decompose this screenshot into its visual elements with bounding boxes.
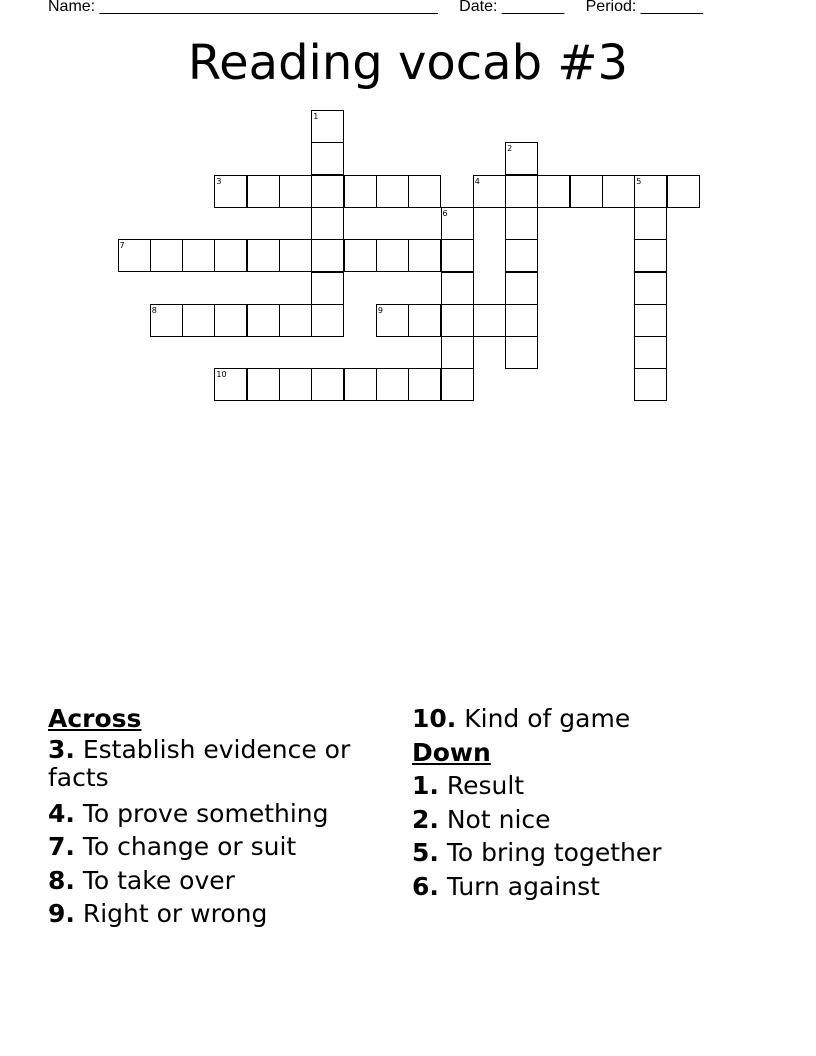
across-clue [48,736,378,792]
clue-text: To take over [82,865,235,895]
clue-number: 4. [48,798,75,828]
crossword-cell[interactable] [279,368,312,401]
clue-number-label: 1 [313,112,319,121]
clue-text: Result [446,771,525,800]
crossword-cell[interactable] [408,368,441,401]
clue-number-label: 9 [377,305,383,315]
crossword-cell[interactable] [441,239,474,272]
crossword-cell[interactable] [473,175,506,208]
crossword-cell[interactable] [376,304,409,337]
crossword-cell[interactable] [602,175,635,208]
crossword-cell[interactable] [634,304,667,337]
crossword-cell[interactable] [214,175,247,208]
down-clue [412,769,792,803]
crossword-cell[interactable] [311,239,344,272]
date-blank[interactable]: _______ [501,0,565,15]
crossword-cell[interactable] [408,175,441,208]
down-clue [412,836,792,870]
clues-column-right [412,702,792,903]
clue-text: To change or suit [82,832,297,861]
crossword-cell[interactable] [537,175,570,208]
crossword-cell[interactable] [505,142,538,175]
period-blank[interactable]: _______ [640,0,704,15]
crossword-cell[interactable] [118,239,151,272]
crossword-cell[interactable] [505,304,538,337]
crossword-cell[interactable] [311,207,344,240]
crossword-cell[interactable] [441,368,474,401]
crossword-cell[interactable] [344,368,377,401]
crossword-cell[interactable] [441,272,474,305]
crossword-cell[interactable] [634,175,667,208]
crossword-cell[interactable] [150,239,183,272]
page-title: Reading vocab #3 [187,35,629,91]
crossword-cell[interactable] [311,368,344,401]
clue-number-label: 6 [442,208,448,218]
across-clue [48,897,378,931]
crossword-cell[interactable] [279,175,312,208]
across-clue [48,797,378,831]
crossword-cell[interactable] [667,175,700,208]
crossword-cell[interactable] [247,368,280,401]
clue-number-label: 2 [507,144,513,154]
clue-text: To prove something [82,798,329,828]
crossword-grid [0,0,816,420]
crossword-cell[interactable] [247,175,280,208]
across-clue [412,702,792,736]
crossword-cell[interactable] [441,304,474,337]
crossword-cell[interactable] [247,304,280,337]
crossword-cell[interactable] [311,272,344,305]
clue-number-label: 4 [474,176,480,186]
date-label: Date: [459,0,498,15]
period-label: Period: [585,0,637,15]
clue-number: 5. [412,838,439,867]
crossword-cell[interactable] [570,175,603,208]
crossword-cell[interactable] [150,304,183,337]
crossword-cell[interactable] [505,207,538,240]
down-clue [412,803,792,837]
crossword-cell[interactable] [376,239,409,272]
clue-number: 2. [412,804,439,834]
clue-number-label: 5 [636,176,642,186]
clue-number: 7. [48,832,75,861]
crossword-cell[interactable] [634,336,667,369]
crossword-cell[interactable] [311,304,344,337]
clue-text: To bring together [446,838,662,867]
clue-text: Establish evidence or facts [48,734,351,792]
clue-number-label: 7 [119,241,125,251]
crossword-cell[interactable] [505,336,538,369]
crossword-cell[interactable] [634,239,667,272]
clue-number: 10. [412,704,457,733]
clue-number: 1. [412,771,439,800]
crossword-cell[interactable] [505,272,538,305]
clue-number-label: 10 [216,370,227,380]
crossword-cell[interactable] [279,304,312,337]
clue-number-label: 3 [216,176,222,186]
clue-text: Not nice [446,804,551,834]
crossword-cell[interactable] [247,239,280,272]
clue-number: 6. [412,871,439,901]
clue-number: 9. [48,899,75,928]
down-heading: Down [412,737,491,767]
crossword-cell[interactable] [408,239,441,272]
crossword-cell[interactable] [214,304,247,337]
crossword-cell[interactable] [441,207,474,240]
crossword-cell[interactable] [311,142,344,175]
crossword-cell[interactable] [182,239,215,272]
crossword-cell[interactable] [344,239,377,272]
across-heading: Across [48,704,142,733]
clue-text: Turn against [446,871,600,901]
crossword-cell[interactable] [214,239,247,272]
crossword-cell[interactable] [634,272,667,305]
crossword-cell[interactable] [441,336,474,369]
crossword-cell[interactable] [311,175,344,208]
crossword-cell[interactable] [634,368,667,401]
crossword-cell[interactable] [505,239,538,272]
clues-column-left [48,702,378,931]
crossword-cell[interactable] [505,175,538,208]
crossword-cell[interactable] [408,304,441,337]
crossword-cell[interactable] [279,239,312,272]
name-label: Name: [48,0,96,15]
crossword-cell[interactable] [344,175,377,208]
across-clue [48,864,378,898]
name-blank[interactable]: ______________________________________ [99,0,438,15]
crossword-cell[interactable] [311,110,344,143]
clue-number-label: 8 [151,305,157,315]
down-clue [412,870,792,904]
clue-number: 8. [48,865,75,895]
crossword-cell[interactable] [214,368,247,401]
clue-number: 3. [48,734,75,764]
across-clue [48,830,378,864]
clue-text: Kind of game [464,704,631,733]
crossword-cell[interactable] [376,175,409,208]
crossword-cell[interactable] [182,304,215,337]
crossword-cell[interactable] [473,304,506,337]
clue-text: Right or wrong [82,899,268,928]
crossword-cell[interactable] [634,207,667,240]
crossword-cell[interactable] [376,368,409,401]
